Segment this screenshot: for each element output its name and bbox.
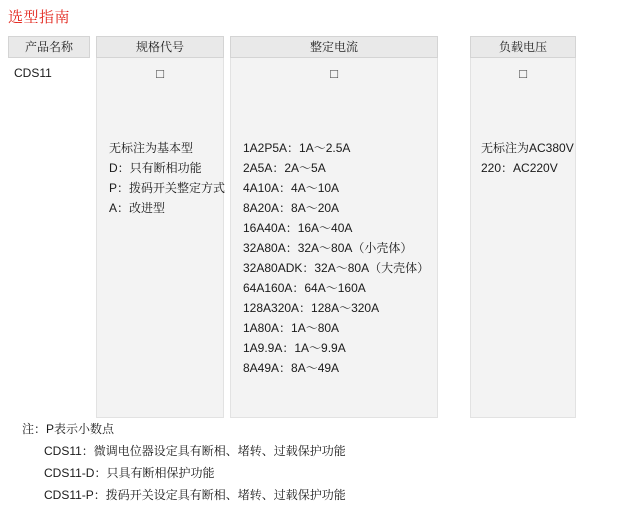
setting-current-option: 4A10A：4A～10A (243, 181, 340, 195)
setting-current-option: 1A9.9A：1A～9.9A (243, 341, 346, 355)
load-voltage-option: 无标注为AC380V (481, 141, 574, 155)
column-product-name (8, 36, 90, 418)
column-spec-code (96, 36, 224, 418)
spec-code-option: D：只有断相功能 (109, 161, 202, 175)
footnote-line: CDS11-D：只具有断相保护功能 (44, 466, 215, 480)
setting-current-option: 1A80A：1A～80A (243, 321, 340, 335)
checkbox-square-icon: □ (519, 66, 527, 81)
spec-code-option: 无标注为基本型 (109, 141, 194, 155)
column-setting-current (230, 36, 438, 418)
footnote-line: 注：P表示小数点 (22, 422, 115, 436)
footnotes (22, 418, 346, 506)
spec-code-option: A：改进型 (109, 201, 166, 215)
column-body-product-name (8, 58, 90, 418)
product-name-value: CDS11 (14, 66, 52, 80)
setting-current-option: 16A40A：16A～40A (243, 221, 353, 235)
column-header-product-name: 产品名称 (8, 36, 90, 58)
column-header-setting-current: 整定电流 (230, 36, 438, 58)
setting-current-option: 8A20A：8A～20A (243, 201, 340, 215)
page-title: 选型指南 (8, 9, 71, 26)
checkbox-square-icon: □ (156, 66, 164, 81)
checkbox-square-icon: □ (330, 66, 338, 81)
column-header-load-voltage: 负载电压 (470, 36, 576, 58)
column-body-setting-current (230, 58, 438, 418)
setting-current-box-row (231, 58, 437, 81)
load-voltage-box-row (471, 58, 575, 81)
column-header-spec-code: 规格代号 (96, 36, 224, 58)
column-body-load-voltage (470, 58, 576, 418)
setting-current-option: 1A2P5A：1A～2.5A (243, 141, 351, 155)
load-voltage-options (481, 138, 575, 178)
setting-current-option: 32A80A：32A～80A（小壳体） (243, 241, 413, 255)
setting-current-option: 128A320A：128A～320A (243, 301, 380, 315)
setting-current-option: 32A80ADK：32A～80A（大壳体） (243, 261, 430, 275)
spec-code-box-row (97, 58, 223, 81)
footnote-line: CDS11：微调电位器设定具有断相、堵转、过载保护功能 (44, 444, 346, 458)
spec-code-options (109, 138, 226, 218)
setting-current-option: 64A160A：64A～160A (243, 281, 366, 295)
spec-code-option: P：拨码开关整定方式 (109, 181, 226, 195)
footnote-line: CDS11-P：拨码开关设定具有断相、堵转、过载保护功能 (44, 488, 346, 502)
load-voltage-option: 220：AC220V (481, 161, 558, 175)
column-load-voltage (470, 36, 576, 418)
column-body-spec-code (96, 58, 224, 418)
setting-current-option: 8A49A：8A～49A (243, 361, 340, 375)
setting-current-options (243, 138, 437, 378)
setting-current-option: 2A5A：2A～5A (243, 161, 326, 175)
